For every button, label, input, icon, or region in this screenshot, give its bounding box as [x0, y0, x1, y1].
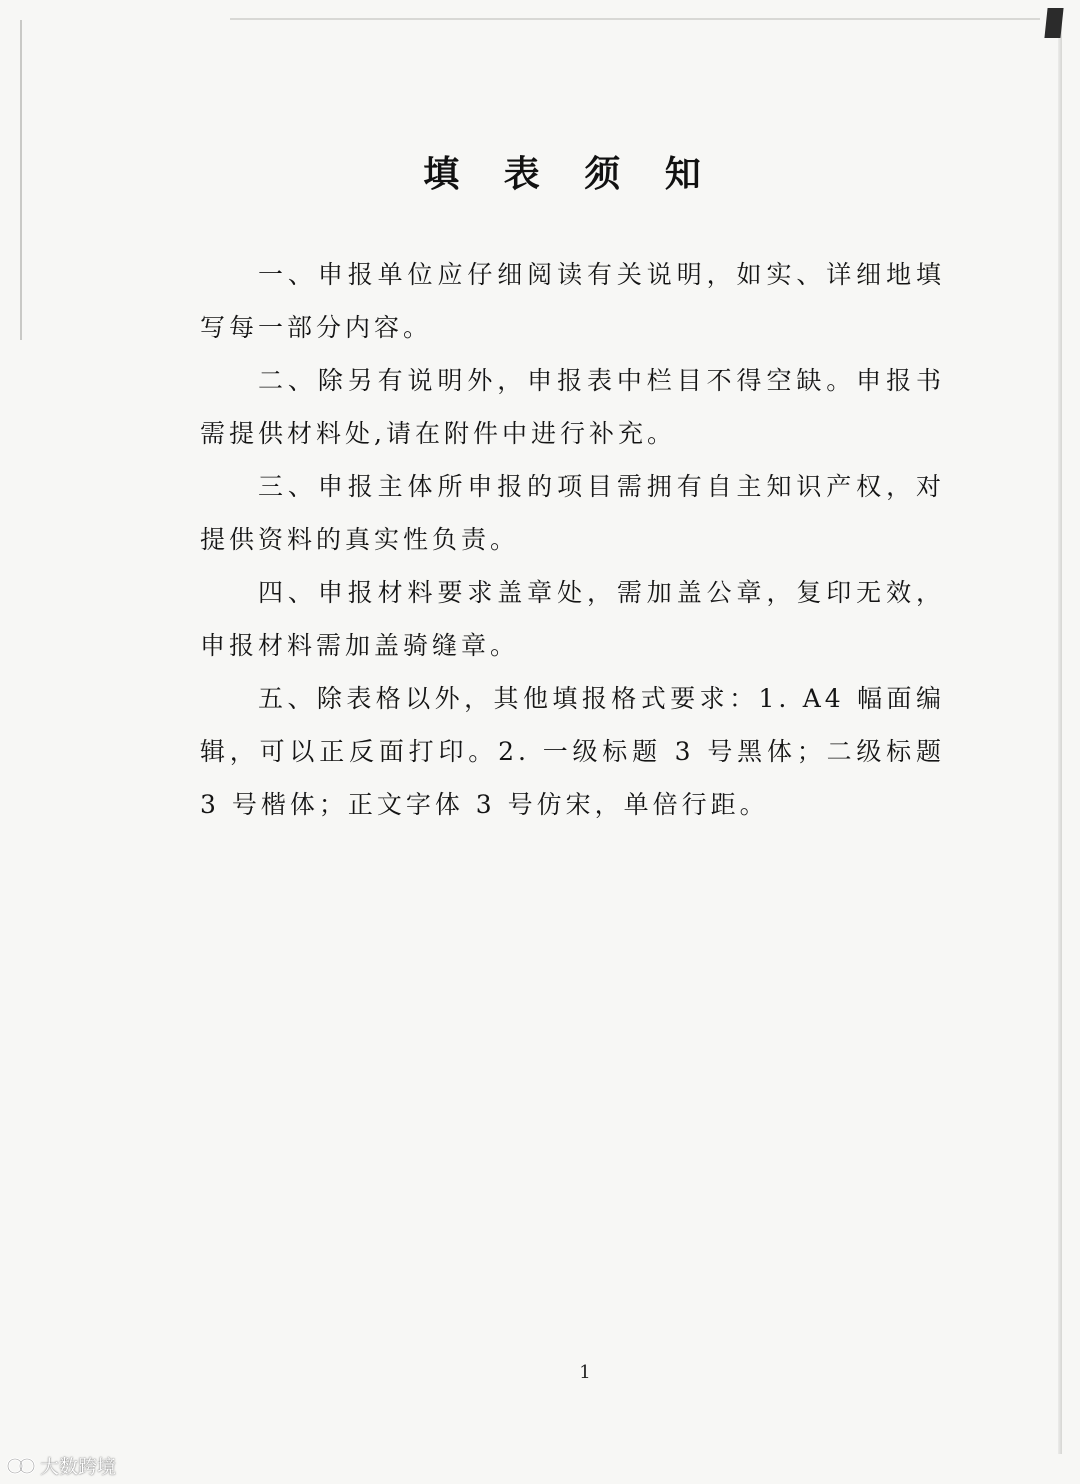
watermark-text: 大数跨境: [40, 1456, 117, 1478]
document-body: [200, 248, 945, 831]
instruction-paragraph-1: 一、申报单位应仔细阅读有关说明，如实、详细地填写每一部分内容。: [200, 260, 945, 342]
document-title: 填 表 须 知: [423, 154, 717, 195]
scan-edge-top: [230, 18, 1040, 20]
scan-edge-right: [1058, 14, 1062, 1454]
instruction-paragraph-4: 四、申报材料要求盖章处，需加盖公章，复印无效，申报材料需加盖骑缝章。: [200, 578, 945, 660]
scan-corner-mark: [1044, 8, 1063, 38]
instruction-paragraph-5: 五、除表格以外，其他填报格式要求：1. A4 幅面编辑，可以正反面打印。2. 一级标题 3 号黑体；二级标题 3 号楷体；正文字体 3 号仿宋，单倍行距。: [200, 684, 945, 819]
loop-logo-icon: [6, 1455, 36, 1477]
watermark: [6, 1452, 116, 1479]
instruction-paragraph-2: 二、除另有说明外，申报表中栏目不得空缺。申报书需提供材料处,请在附件中进行补充。: [200, 366, 945, 448]
page-number: 1: [579, 1362, 591, 1383]
instruction-paragraph-3: 三、申报主体所申报的项目需拥有自主知识产权，对提供资料的真实性负责。: [200, 472, 945, 554]
